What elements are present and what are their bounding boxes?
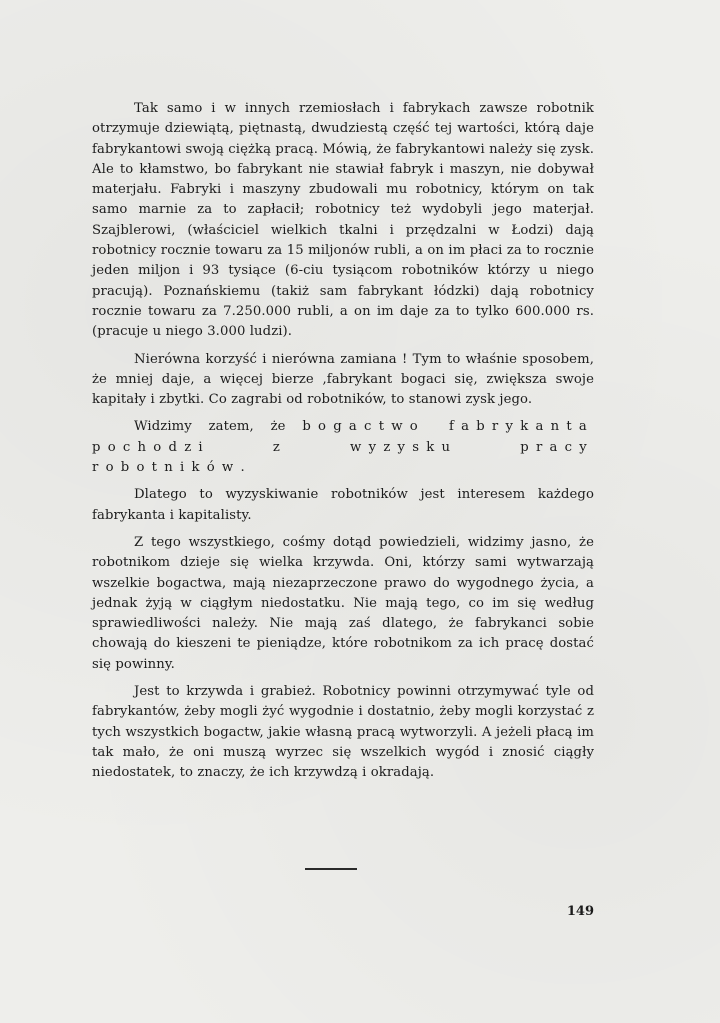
emphasis-paragraph <box>92 417 594 478</box>
paragraph-3: Dlatego to wyzyskiwanie robotników jest interesem każdego fabrykanta i kapitalisty. <box>92 487 594 523</box>
paragraph-5: Jest to krzywda i grabież. Robotnicy powinni otrzymywać tyle od fabrykantów, żeby mogli żyć wygodnie i dostatnio, żeby mogli korzystać z tych wszystkich bogactw, jakie własną pracą wytworzyli. A jeżeli płacą im tak mało, że oni muszą wyrzec się wszelkich wygód i znosić ciągły niedostatek, to znaczy, że ich krzywdzą i okradają. <box>92 684 594 781</box>
section-separator <box>305 868 357 870</box>
emphasis-spaced-text: bogactwo fabrykanta pochodzi z wyzysku pracy robotników <box>92 419 594 476</box>
paragraph-2: Nierówna korzyść i nierówna zamiana ! Tym to właśnie sposobem, że mniej daje, a więcej bierze ,fabrykant bogaci się, zwiększa swoje kapitały i zbytki. Co zagrabi od robotników, to stanowi zysk jego. <box>92 351 594 408</box>
emphasis-prefix: Widzimy zatem, że <box>134 419 303 435</box>
page-body <box>92 99 594 784</box>
paragraph-1: Tak samo i w innych rzemiosłach i fabrykach zawsze robotnik otrzymuje dziewiątą, piętnastą, dwudziestą część tej wartości, którą daje fabrykantowi swoją ciężką pracą. Mówią, że fabrykantowi należy się zysk. Ale to kłamstwo, bo fabrykant nie stawiał fabryk i maszyn, nie dobywał materjału. Fabryki i maszyny zbudowali mu robotnicy, którym on tak samo marnie za to zapłacił; robotnicy też wydobyli jego materjał. Szajblerowi, (właściciel wielkich tkalni i przędzalni w Łodzi) dają robotnicy rocznie towaru za 15 miljonów rubli, a on im płaci za to rocznie jeden miljon i 93 tysiące (6-ciu tysiącom robotników którzy u niego pracują). Poznańskiemu (takiż sam fabrykant łódzki) dają robotnicy rocznie towaru za 7.250.000 rubli, a on im daje za to tylko 600.000 rs. (pracuje u niego 3.000 ludzi). <box>92 101 594 340</box>
paragraph-4: Z tego wszystkiego, cośmy dotąd powiedzieli, widzimy jasno, że robotnikom dzieje się wielka krzywda. Oni, którzy sami wytwarzają wszelkie bogactwa, mają niezaprzeczone prawo do wygodnego życia, a jednak żyją w ciągłym niedostatku. Nie mają tego, co im się według sprawiedliwości należy. Nie mają zaś dlatego, że fabrykanci sobie chowają do kieszeni te pieniądze, które robotnikom za ich pracę dostać się powinny. <box>92 534 594 672</box>
page-number: 149 <box>566 904 594 919</box>
emphasis-suffix: . <box>240 460 245 476</box>
